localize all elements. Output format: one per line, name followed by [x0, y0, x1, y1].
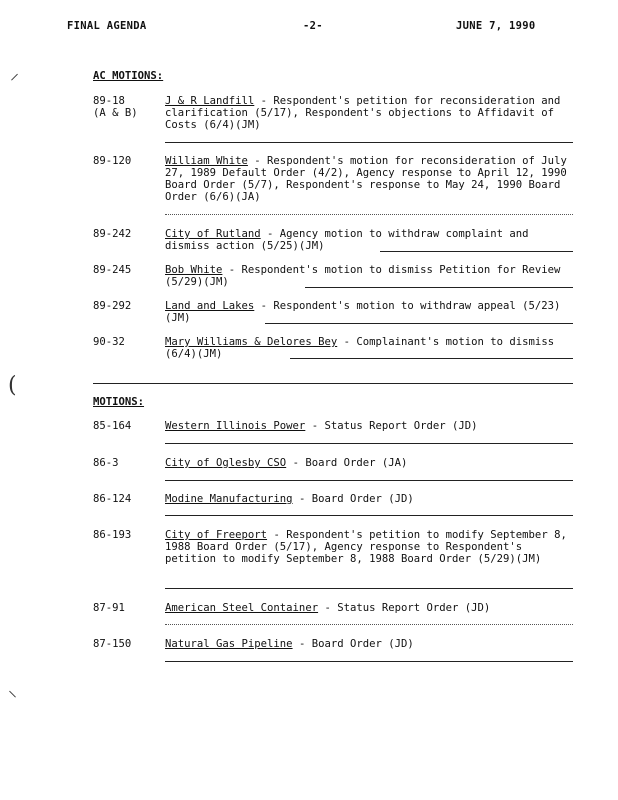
party-name: Natural Gas Pipeline [165, 638, 293, 650]
item-number: 86-193 [93, 529, 132, 541]
item-description: - Respondent's petition to modify September 8, 1988 Board Order (5/17), Agency response to Respondent's petition to modify September 8, 1988 Board Order (5/29)(JM) [165, 529, 567, 565]
item-description: - Status Report Order (JD) [305, 420, 478, 432]
item-description: - Complainant's motion to dismiss (6/4)(JM) [165, 336, 555, 360]
item-number: 87-150 [93, 638, 132, 650]
punch-mark-bottom: ⸜ [8, 680, 17, 701]
item-number: 85-164 [93, 420, 132, 432]
item-number: 87-91 [93, 602, 125, 614]
agenda-item [165, 420, 575, 432]
party-name: Bob White [165, 264, 223, 276]
punch-mark-middle: ( [8, 373, 17, 398]
item-number: 86-3 [93, 457, 119, 469]
signature-line [165, 142, 573, 143]
agenda-item [165, 457, 575, 469]
item-description: - Status Report Order (JD) [318, 602, 491, 614]
agenda-item [165, 95, 575, 131]
agenda-item [165, 155, 575, 203]
item-description: - Board Order (JD) [292, 493, 414, 505]
signature-line [165, 588, 573, 589]
item-number: 89-242 [93, 228, 132, 240]
agenda-item [165, 638, 575, 650]
item-number: 89-120 [93, 155, 132, 167]
agenda-item [165, 493, 575, 505]
agenda-title: FINAL AGENDA [67, 20, 147, 32]
party-name: William White [165, 155, 248, 167]
party-name: City of Rutland [165, 228, 261, 240]
item-description: - Respondent's petition for reconsideration and clarification (5/17), Respondent's objections to Affidavit of Costs (6/4)(JM) [165, 95, 561, 131]
section-divider [93, 383, 573, 384]
party-name: J & R Landfill [165, 95, 255, 107]
signature-line [165, 443, 573, 444]
party-name: Mary Williams & Delores Bey [165, 336, 338, 348]
item-description: - Respondent's motion for reconsideration of July 27, 1989 Default Order (4/2), Agency response to April 12, 1990 Board Order (5/7), Respondent's response to May 24, 1990 Board Order (6/6)(JA) [165, 155, 567, 203]
party-name: Western Illinois Power [165, 420, 306, 432]
item-number: 89-245 [93, 264, 132, 276]
signature-line [265, 323, 573, 324]
item-description: - Board Order (JD) [292, 638, 414, 650]
agenda-item [165, 264, 575, 288]
signature-line [165, 214, 573, 215]
signature-line [380, 251, 573, 252]
signature-line [305, 287, 573, 288]
item-description: - Board Order (JA) [286, 457, 408, 469]
item-number: 89-292 [93, 300, 132, 312]
agenda-item [165, 228, 575, 252]
signature-line [165, 480, 573, 481]
signature-line [290, 358, 573, 359]
item-description: - Agency motion to withdraw complaint and dismiss action (5/25)(JM) [165, 228, 529, 252]
item-description: - Respondent's motion to withdraw appeal (5/23)(JM) [165, 300, 561, 324]
item-number: 89-18 (A & B) [93, 95, 138, 119]
agenda-item [165, 602, 575, 614]
section-motions: MOTIONS: [93, 396, 145, 408]
party-name: American Steel Container [165, 602, 319, 614]
signature-line [165, 624, 573, 625]
punch-mark-top: ⸝ [10, 63, 19, 84]
party-name: Land and Lakes [165, 300, 255, 312]
agenda-item [165, 300, 575, 324]
agenda-date: JUNE 7, 1990 [456, 20, 536, 32]
item-number: 90-32 [93, 336, 125, 348]
party-name: Modine Manufacturing [165, 493, 293, 505]
agenda-item [165, 336, 575, 360]
signature-line [165, 661, 573, 662]
item-number: 86-124 [93, 493, 132, 505]
agenda-item [165, 529, 575, 565]
party-name: City of Freeport [165, 529, 268, 541]
signature-line [165, 515, 573, 516]
party-name: City of Oglesby CSO [165, 457, 287, 469]
section-ac-motions: AC MOTIONS: [93, 70, 164, 82]
item-description: - Respondent's motion to dismiss Petition for Review (5/29)(JM) [165, 264, 561, 288]
page-number: -2- [303, 20, 323, 32]
